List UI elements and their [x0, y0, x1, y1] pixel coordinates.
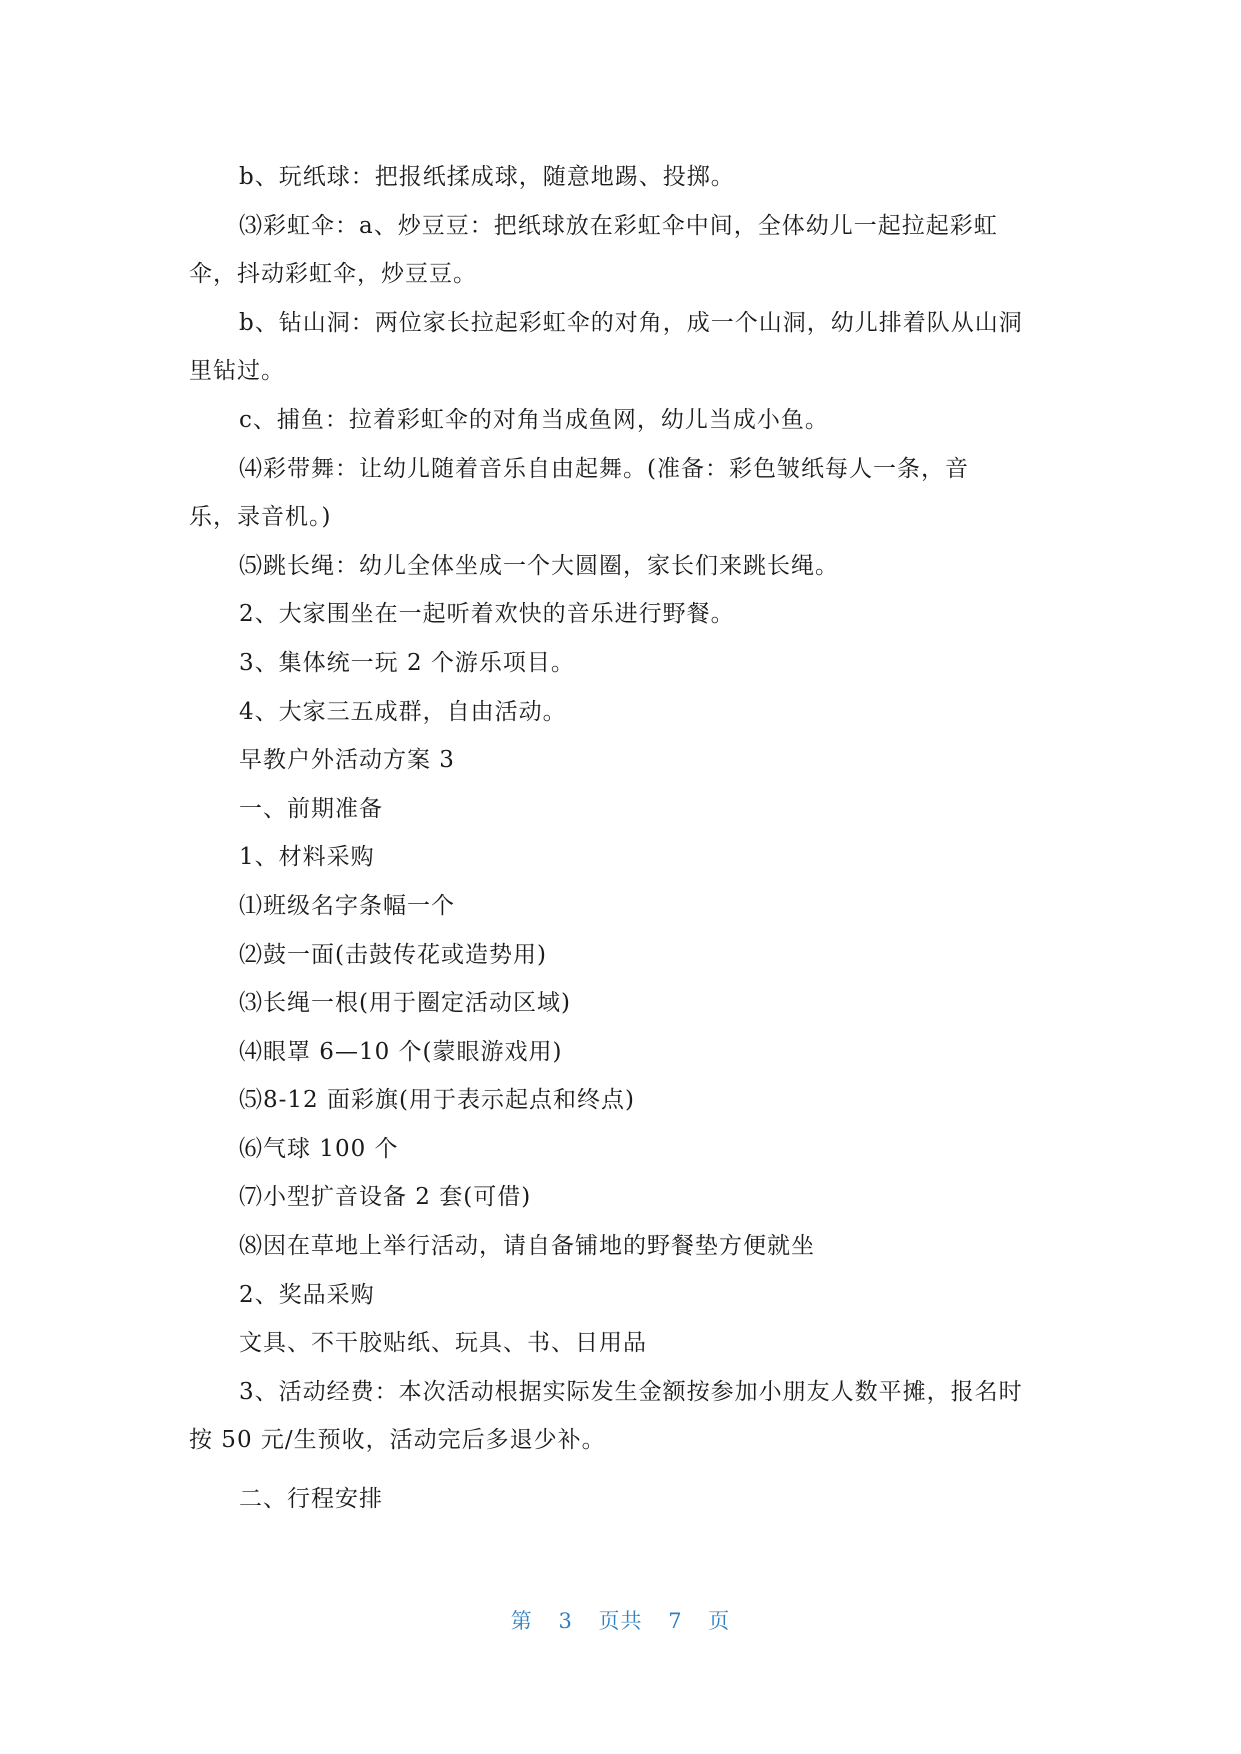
- text-line: 3、活动经费：本次活动根据实际发生金额按参加小朋友人数平摊，报名时: [239, 1378, 1023, 1405]
- section-heading: 一、前期准备: [239, 795, 383, 822]
- list-item: ⑹气球 100 个: [239, 1135, 399, 1162]
- text-line: 4、大家三五成群，自由活动。: [239, 698, 567, 725]
- text-line: ⑷彩带舞：让幼儿随着音乐自由起舞。(准备：彩色皱纸每人一条，音: [239, 455, 969, 482]
- list-item: ⑶长绳一根(用于圈定活动区域): [239, 990, 571, 1017]
- current-page-number: 3: [558, 1609, 573, 1633]
- text-line: ⑸跳长绳：幼儿全体坐成一个大圆圈，家长们来跳长绳。: [239, 552, 839, 579]
- text-line: 2、大家围坐在一起听着欢快的音乐进行野餐。: [239, 601, 735, 628]
- section-heading: 早教户外活动方案 3: [239, 747, 455, 774]
- text-line: 1、材料采购: [239, 844, 375, 871]
- total-page-count: 7: [668, 1609, 683, 1633]
- list-item: ⑷眼罩 6—10 个(蒙眼游戏用): [239, 1038, 563, 1065]
- list-item: ⑺小型扩音设备 2 套(可借): [239, 1184, 532, 1211]
- page-footer: [0, 1605, 1241, 1635]
- footer-suffix: 页: [708, 1609, 731, 1633]
- text-line: 2、奖品采购: [239, 1281, 375, 1308]
- text-line: 按 50 元/生预收，活动完后多退少补。: [189, 1427, 606, 1454]
- text-line: 乐，录音机。): [189, 504, 332, 531]
- text-line: c、捕鱼：拉着彩虹伞的对角当成鱼网，幼儿当成小鱼。: [239, 406, 829, 433]
- text-line: 文具、不干胶贴纸、玩具、书、日用品: [239, 1330, 647, 1357]
- list-item: ⑸8-12 面彩旗(用于表示起点和终点): [239, 1087, 635, 1114]
- paragraph-gap: [189, 1465, 1059, 1475]
- document-body: [189, 153, 1059, 1524]
- text-line: b、玩纸球：把报纸揉成球，随意地踢、投掷。: [239, 164, 735, 190]
- list-item: ⑻因在草地上举行活动，请自备铺地的野餐垫方便就坐: [239, 1233, 815, 1260]
- text-line: 3、集体统一玩 2 个游乐项目。: [239, 649, 575, 676]
- text-line: b、钻山洞：两位家长拉起彩虹伞的对角，成一个山洞，幼儿排着队从山洞: [239, 309, 1023, 336]
- footer-middle: 页共: [598, 1609, 643, 1633]
- text-line: 里钻过。: [189, 358, 285, 385]
- list-item: ⑵鼓一面(击鼓传花或造势用): [239, 941, 547, 968]
- footer-prefix: 第: [510, 1609, 533, 1633]
- section-heading: 二、行程安排: [239, 1486, 383, 1513]
- text-line: 伞，抖动彩虹伞，炒豆豆。: [189, 261, 477, 288]
- text-line: ⑶彩虹伞：a、炒豆豆：把纸球放在彩虹伞中间，全体幼儿一起拉起彩虹: [239, 212, 998, 239]
- list-item: ⑴班级名字条幅一个: [239, 892, 455, 919]
